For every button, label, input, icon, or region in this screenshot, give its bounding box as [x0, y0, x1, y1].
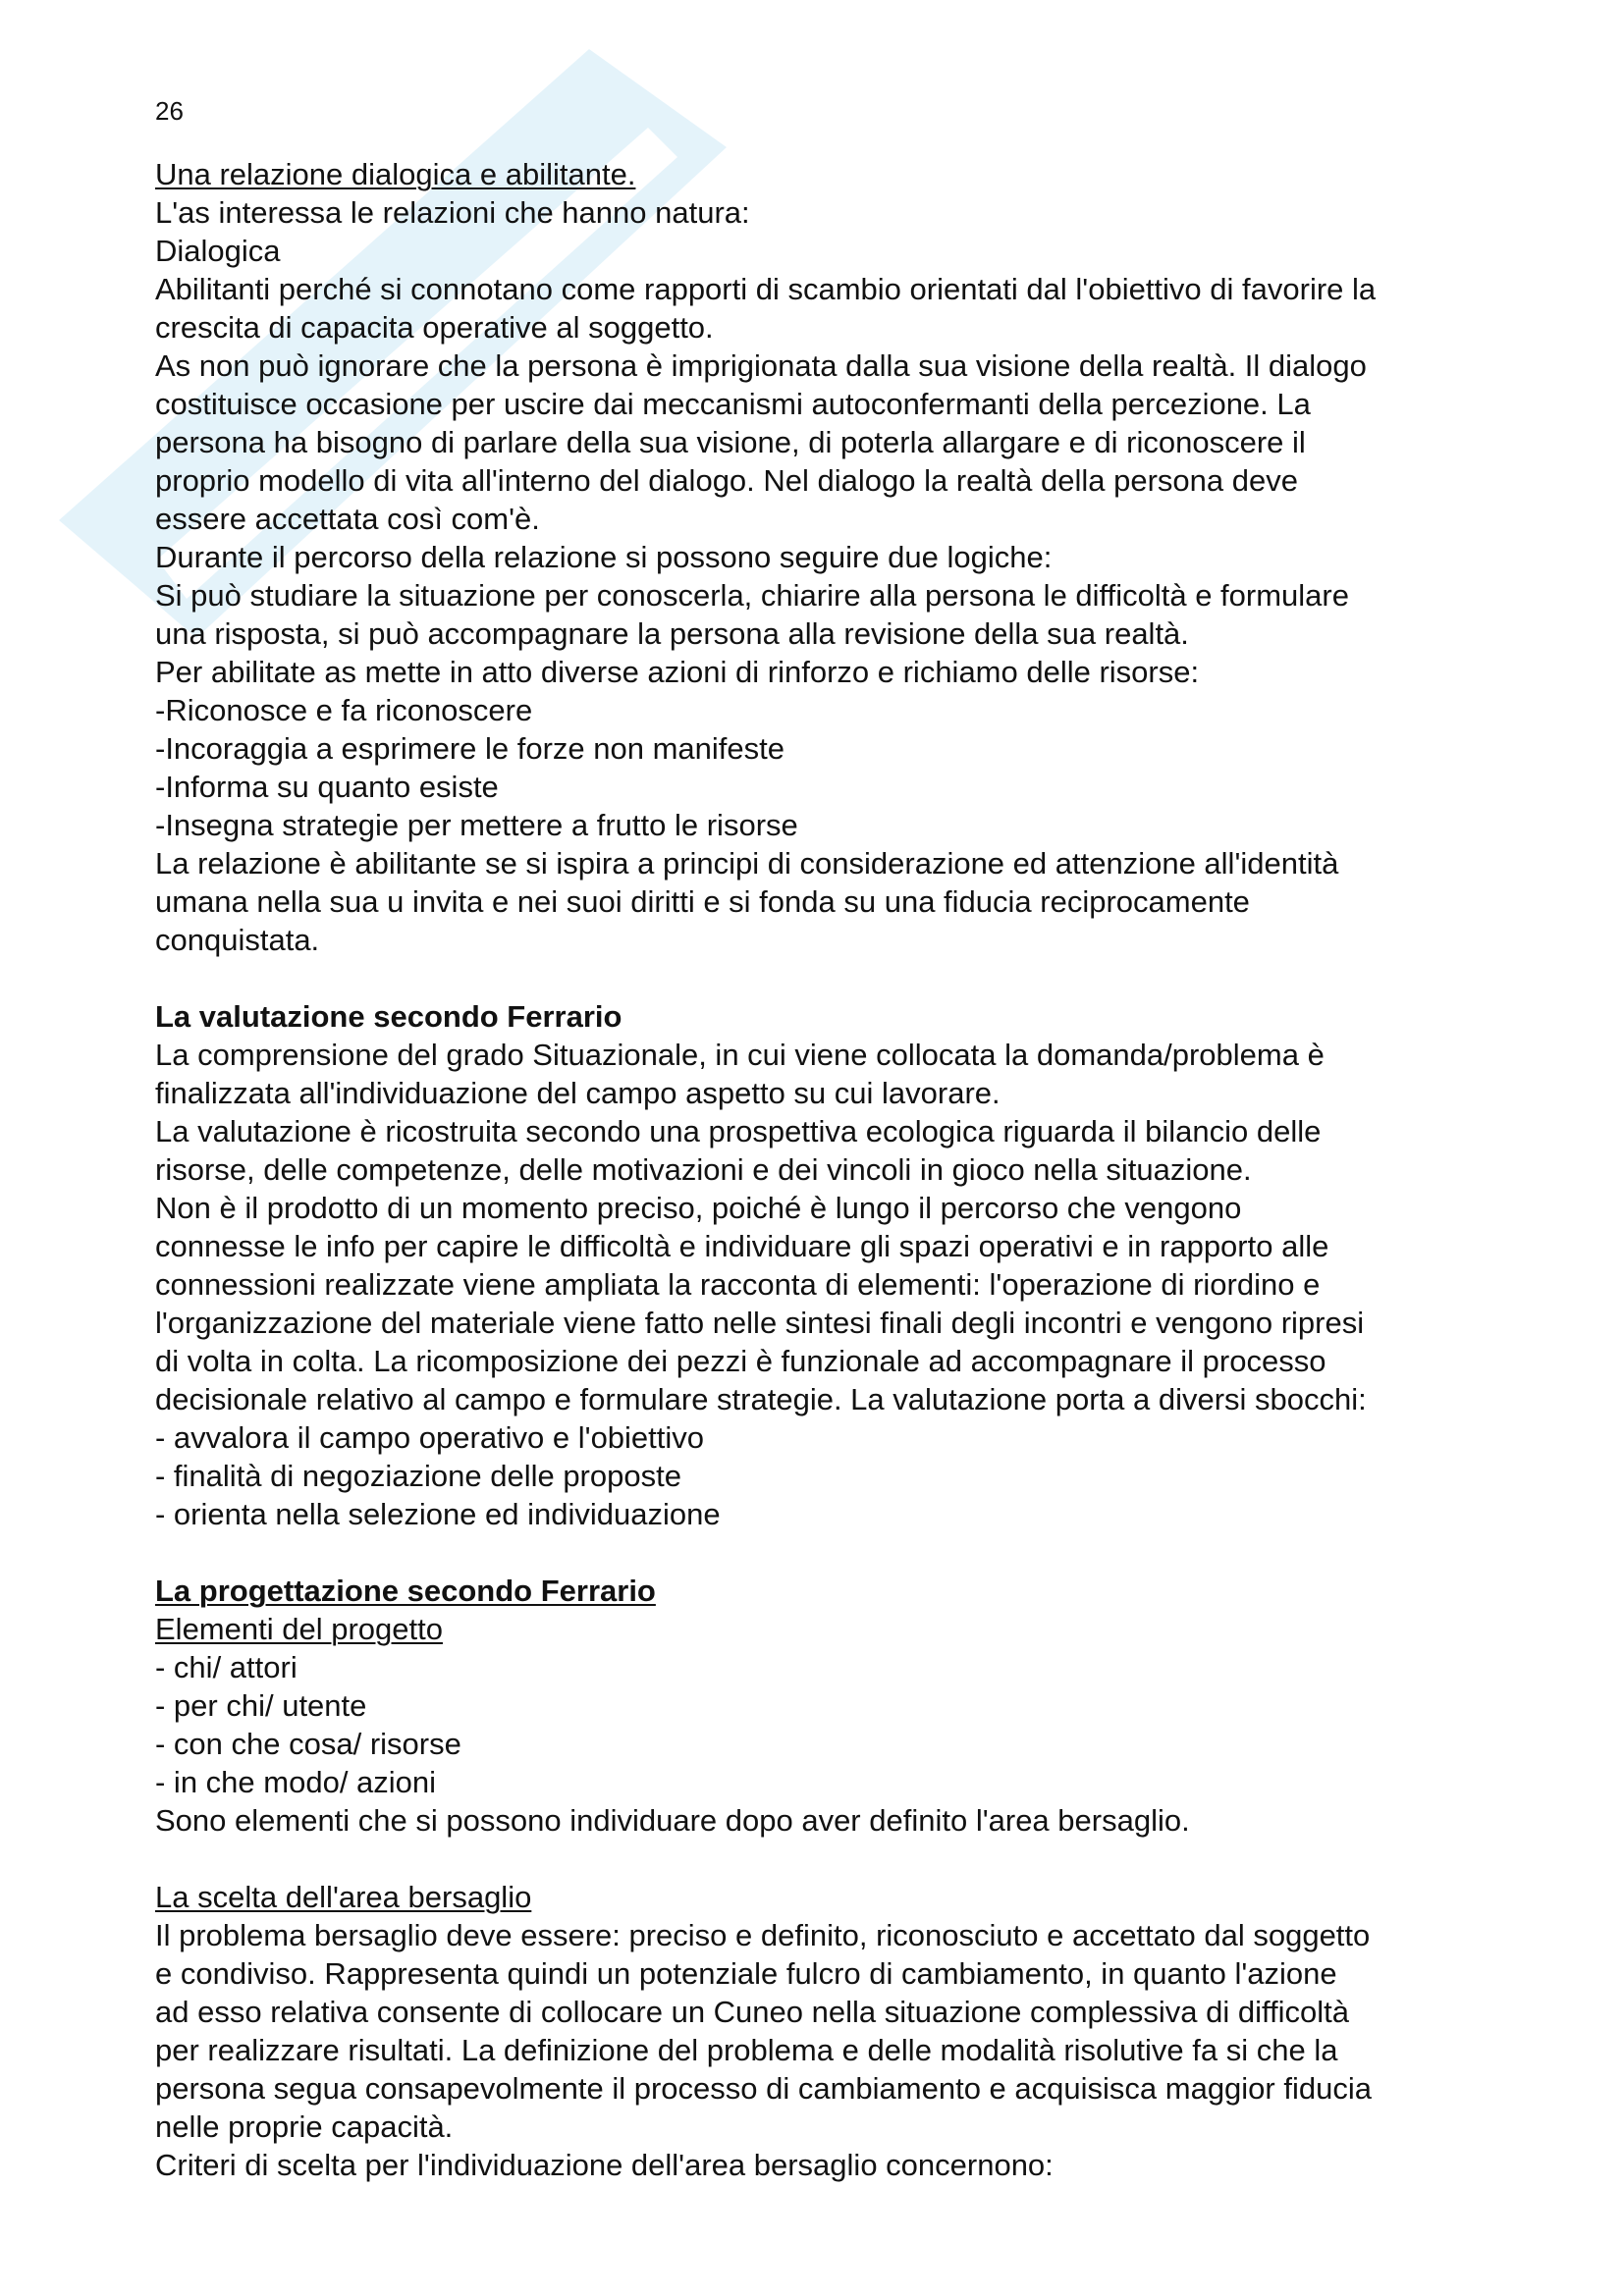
- text-line: -Informa su quanto esiste: [155, 770, 499, 804]
- text-line: Il problema bersaglio deve essere: preciso e definito, riconosciuto e accettato dal soggetto: [155, 1918, 1371, 1952]
- text-line: proprio modello di vita all'interno del dialogo. Nel dialogo la realtà della persona deve: [155, 463, 1298, 498]
- page-number: 26: [155, 96, 184, 126]
- text-line: - avvalora il campo operativo e l'obiettivo: [155, 1420, 705, 1455]
- text-line: - in che modo/ azioni: [155, 1765, 437, 1799]
- text-line: umana nella sua u invita e nei suoi diritti e si fonda su una fiducia reciprocamente: [155, 884, 1250, 919]
- text-line: -Insegna strategie per mettere a frutto le risorse: [155, 808, 798, 842]
- text-line: connessioni realizzate viene ampliata la racconta di elementi: l'operazione di riordino e: [155, 1267, 1321, 1302]
- document-body: [155, 155, 1490, 2184]
- blank-line: [155, 959, 1490, 997]
- section-heading: La scelta dell'area bersaglio: [155, 1880, 532, 1914]
- text-line: -Incoraggia a esprimere le forze non manifeste: [155, 731, 784, 766]
- text-line: L'as interessa le relazioni che hanno natura:: [155, 195, 750, 230]
- text-line: l'organizzazione del materiale viene fatto nelle sintesi finali degli incontri e vengono ripresi: [155, 1306, 1365, 1340]
- text-line: - per chi/ utente: [155, 1688, 367, 1723]
- section-heading: La progettazione secondo Ferrario: [155, 1574, 656, 1608]
- blank-line: [155, 1533, 1490, 1572]
- text-line: connesse le info per capire le difficoltà e individuare gli spazi operativi e in rapporto alle: [155, 1229, 1329, 1263]
- text-line: - con che cosa/ risorse: [155, 1727, 461, 1761]
- text-line: Si può studiare la situazione per conoscerla, chiarire alla persona le difficoltà e formulare: [155, 578, 1349, 613]
- text-line: persona segua consapevolmente il processo di cambiamento e acquisisca maggior fiducia: [155, 2071, 1372, 2106]
- section-paragraph: [155, 193, 1490, 959]
- text-line: e condiviso. Rappresenta quindi un potenziale fulcro di cambiamento, in quanto l'azione: [155, 1956, 1337, 1991]
- text-line: nelle proprie capacità.: [155, 2109, 454, 2144]
- text-line: Abilitanti perché si connotano come rapporti di scambio orientati dal l'obiettivo di favorire la: [155, 272, 1377, 306]
- text-line: conquistata.: [155, 923, 320, 957]
- blank-line: [155, 1840, 1490, 1878]
- text-line: - orienta nella selezione ed individuazione: [155, 1497, 721, 1531]
- text-line: As non può ignorare che la persona è imprigionata dalla sua visione della realtà. Il dialogo: [155, 348, 1367, 383]
- text-line: persona ha bisogno di parlare della sua visione, di poterla allargare e di riconoscere il: [155, 425, 1306, 459]
- section-paragraph: [155, 1036, 1490, 1533]
- text-line: crescita di capacita operative al soggetto.: [155, 310, 714, 345]
- text-line: una risposta, si può accompagnare la persona alla revisione della sua realtà.: [155, 616, 1189, 651]
- section-heading: La valutazione secondo Ferrario: [155, 999, 622, 1034]
- text-line: - chi/ attori: [155, 1650, 298, 1684]
- text-line: La relazione è abilitante se si ispira a principi di considerazione ed attenzione all'identità: [155, 846, 1339, 881]
- text-line: finalizzata all'individuazione del campo aspetto su cui lavorare.: [155, 1076, 1001, 1110]
- text-line: Dialogica: [155, 234, 281, 268]
- text-line: risorse, delle competenze, delle motivazioni e dei vincoli in gioco nella situazione.: [155, 1152, 1252, 1187]
- section-subheading: Elementi del progetto: [155, 1612, 443, 1646]
- text-line: Non è il prodotto di un momento preciso, poiché è lungo il percorso che vengono: [155, 1191, 1242, 1225]
- text-line: Per abilitate as mette in atto diverse azioni di rinforzo e richiamo delle risorse:: [155, 655, 1200, 689]
- text-line: - finalità di negoziazione delle proposte: [155, 1459, 681, 1493]
- text-line: di volta in colta. La ricomposizione dei pezzi è funzionale ad accompagnare il processo: [155, 1344, 1326, 1378]
- section-heading: Una relazione dialogica e abilitante.: [155, 157, 636, 191]
- text-line: -Riconosce e fa riconoscere: [155, 693, 533, 727]
- section-paragraph: [155, 1916, 1490, 2184]
- text-line: ad esso relativa consente di collocare un Cuneo nella situazione complessiva di difficoltà: [155, 1995, 1350, 2029]
- text-line: La valutazione è ricostruita secondo una prospettiva ecologica riguarda il bilancio delle: [155, 1114, 1322, 1148]
- text-line: essere accettata così com'è.: [155, 502, 540, 536]
- text-line: decisionale relativo al campo e formulare strategie. La valutazione porta a diversi sbocchi:: [155, 1382, 1367, 1416]
- text-line: La comprensione del grado Situazionale, in cui viene collocata la domanda/problema è: [155, 1038, 1325, 1072]
- text-line: costituisce occasione per uscire dai meccanismi autoconfermanti della percezione. La: [155, 387, 1311, 421]
- text-line: Durante il percorso della relazione si possono seguire due logiche:: [155, 540, 1053, 574]
- text-line: Sono elementi che si possono individuare dopo aver definito l'area bersaglio.: [155, 1803, 1190, 1838]
- text-line: per realizzare risultati. La definizione del problema e delle modalità risolutive fa si che la: [155, 2033, 1338, 2067]
- section-paragraph: [155, 1648, 1490, 1840]
- text-line: Criteri di scelta per l'individuazione dell'area bersaglio concernono:: [155, 2148, 1054, 2182]
